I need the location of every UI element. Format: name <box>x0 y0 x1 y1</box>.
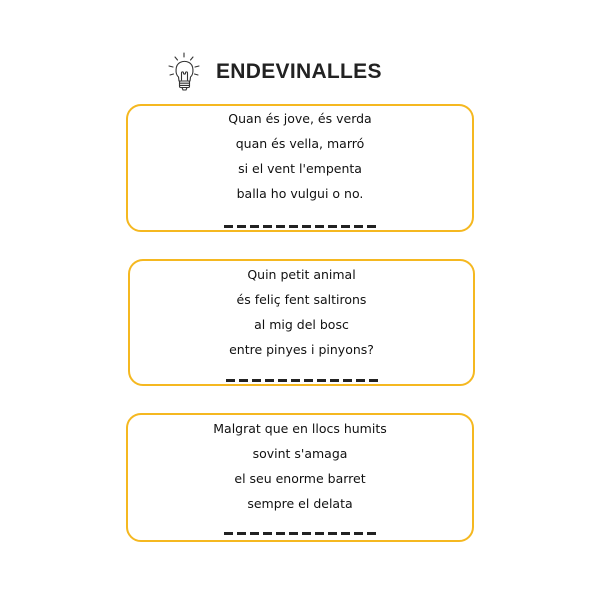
riddle-card <box>126 104 474 232</box>
riddle-line: Malgrat que en llocs humits <box>213 421 387 436</box>
riddle-line: Quin petit animal <box>247 267 356 282</box>
riddle-line: sovint s'amaga <box>252 446 348 461</box>
lightbulb-icon <box>164 50 208 94</box>
riddle-card <box>128 259 475 386</box>
page-title: ENDEVINALLES <box>216 60 382 83</box>
answer-blank <box>224 532 376 535</box>
riddle-line: balla ho vulgui o no. <box>236 186 364 201</box>
riddle-line: quan és vella, marró <box>235 136 365 151</box>
answer-blank <box>224 225 376 228</box>
riddle-line: si el vent l'empenta <box>238 161 362 176</box>
riddle-line: al mig del bosc <box>254 317 349 332</box>
answer-blank <box>226 379 378 382</box>
riddle-line: sempre el delata <box>247 496 353 511</box>
riddle-line: Quan és jove, és verda <box>228 111 372 126</box>
page-header <box>164 50 382 94</box>
riddle-line: és feliç fent saltirons <box>236 292 367 307</box>
riddle-line: el seu enorme barret <box>234 471 366 486</box>
riddle-line: entre pinyes i pinyons? <box>229 342 374 357</box>
riddle-card <box>126 413 474 542</box>
